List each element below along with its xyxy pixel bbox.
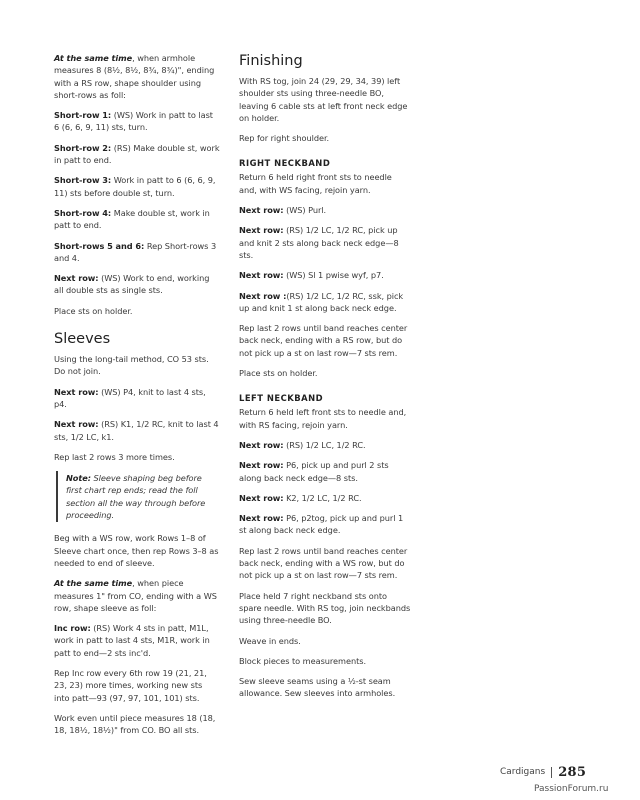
footer-divider — [551, 767, 552, 778]
paragraph — [239, 439, 411, 451]
instruction-text: (RS) Make double st, work in patt to end. — [54, 142, 220, 166]
instruction-text: (WS) Purl. — [283, 205, 327, 216]
watermark: PassionForum.ru — [534, 784, 609, 794]
paragraph: Beg with a WS row, work Rows 1–8 of Sleeve chart once, then rep Rows 3–8 as needed to end of sleeve. — [54, 533, 219, 568]
note-body: Sleeve shaping beg before first chart rep ends; read the foll section all the way through before proceeding. — [66, 473, 206, 521]
paragraph: Rep last 2 rows 3 more times. — [54, 451, 175, 462]
instruction-text: (WS) Sl 1 pwise wyf, p7. — [283, 270, 384, 281]
instruction-text: Work in patt to 6 (6, 6, 9, 11) sts before double st, turn. — [54, 175, 216, 198]
paragraph — [54, 109, 220, 134]
instruction-label: Short-row 3: — [54, 175, 112, 186]
instruction-label: Next row: — [239, 439, 284, 450]
paragraph: Return 6 held right front sts to needle and, with WS facing, rejoin yarn. — [239, 172, 392, 195]
paragraph — [54, 174, 220, 199]
instruction-label: Inc row: — [54, 623, 91, 634]
instruction-text: (RS) 1/2 LC, 1/2 RC, ssk, pick up and knit 1 st along back neck edge. — [239, 290, 404, 313]
note-label: Note: — [66, 473, 91, 484]
paragraph — [54, 207, 220, 232]
paragraph: Using the long-tail method, CO 53 sts. Do not join. — [54, 354, 209, 377]
instruction-label: At the same time — [54, 578, 133, 589]
paragraph: Rep for right shoulder. — [239, 133, 330, 144]
instruction-text: (WS) P4, knit to last 4 sts, p4. — [54, 386, 206, 409]
instruction-text: Make double st, work in patt to end. — [54, 207, 210, 231]
paragraph — [239, 459, 411, 484]
instruction-label: Next row : — [239, 290, 287, 301]
instruction-text: (WS) Work in patt to last 6 (6, 6, 9, 11) sts, turn. — [54, 110, 213, 133]
paragraph: Return 6 held left front sts to needle and, with RS facing, rejoin yarn. — [239, 407, 407, 430]
instruction-label: At the same time — [54, 53, 133, 63]
paragraph: Place sts on holder. — [239, 368, 318, 379]
instruction-label: Short-rows 5 and 6: — [54, 240, 145, 251]
paragraph — [239, 224, 411, 261]
paragraph — [54, 622, 220, 659]
instruction-text: P6, pick up and purl 2 sts along back neck edge—8 sts. — [239, 460, 389, 483]
paragraph: Rep Inc row every 6th row 19 (21, 21, 23, 23) more times, working new sts into patt—93 (97, 97, 101, 101) sts. — [54, 667, 207, 703]
paragraph: With RS tog, join 24 (29, 29, 34, 39) left shoulder sts using three-needle BO, leaving 6 cable sts at left front neck edge on holder. — [239, 76, 408, 123]
instruction-label: Next row: — [54, 419, 99, 430]
paragraph: Sew sleeve seams using a ½-st seam allowance. Sew sleeves into armholes. — [239, 676, 396, 699]
instruction-text: (RS) Work 4 sts in patt, M1L, work in patt to last 4 sts, M1R, work in patt to end—2 sts inc'd. — [54, 623, 210, 658]
instruction-text: K2, 1/2 LC, 1/2 RC. — [283, 492, 362, 503]
paragraph: Weave in ends. — [239, 635, 301, 646]
instruction-text: , when armhole measures 8 (8½, 8½, 8¾, 8¾)", ending with a RS row, shape shoulder using short-rows as foll: — [54, 53, 215, 100]
paragraph: Rep last 2 rows until band reaches center back neck, ending with a WS row, but do not pick up a st on last row—7 sts rem. — [239, 545, 408, 581]
paragraph — [239, 204, 411, 216]
left-column — [54, 52, 220, 744]
note-callout — [56, 471, 220, 522]
instruction-label: Next row: — [239, 225, 284, 236]
paragraph — [54, 418, 220, 443]
section-heading-sleeves: Sleeves — [54, 331, 111, 348]
paragraph — [239, 269, 411, 281]
instruction-label: Next row: — [239, 492, 284, 503]
instruction-label: Short-row 4: — [54, 207, 112, 218]
right-column — [239, 52, 411, 708]
paragraph — [54, 272, 220, 297]
instruction-text: Rep Short-rows 3 and 4. — [54, 240, 217, 263]
subheading-right-neckband: RIGHT NECKBAND — [239, 158, 331, 169]
instruction-label: Next row: — [239, 205, 284, 216]
section-name: Cardigans — [500, 767, 546, 777]
paragraph: Place held 7 right neckband sts onto spare needle. With RS tog, join neckbands using three-needle BO. — [239, 590, 411, 626]
paragraph — [54, 386, 220, 411]
instruction-label: Next row: — [54, 386, 99, 397]
instruction-text: (WS) Work to end, working all double sts as single sts. — [54, 273, 210, 296]
paragraph: Rep last 2 rows until band reaches center back neck, ending with a RS row, but do not pick up a st on last row—7 sts rem. — [239, 323, 408, 358]
section-heading-finishing: Finishing — [239, 53, 303, 69]
instruction-label: Next row: — [239, 270, 284, 281]
instruction-text: (RS) K1, 1/2 RC, knit to last 4 sts, 1/2 LC, k1. — [54, 419, 219, 442]
instruction-text: (RS) 1/2 LC, 1/2 RC, pick up and knit 2 sts along back neck edge—8 sts. — [239, 225, 399, 260]
note-text — [66, 472, 220, 521]
paragraph — [54, 52, 220, 101]
paragraph — [239, 492, 411, 504]
paragraph — [239, 512, 411, 537]
subheading-left-neckband: LEFT NECKBAND — [239, 393, 324, 404]
paragraph: Work even until piece measures 18 (18, 18, 18½, 18½)" from CO. BO all sts. — [54, 712, 216, 736]
paragraph: Block pieces to measurements. — [239, 655, 367, 666]
paragraph — [54, 240, 220, 265]
paragraph — [239, 290, 411, 315]
page-footer — [500, 765, 586, 779]
instruction-text: , when piece measures 1" from CO, ending with a WS row, shape sleeve as foll: — [54, 578, 217, 613]
paragraph — [54, 577, 220, 614]
instruction-label: Next row: — [54, 273, 99, 284]
instruction-label: Next row: — [239, 460, 284, 471]
instruction-label: Short-row 1: — [54, 110, 112, 121]
paragraph — [54, 142, 220, 167]
page-number: 285 — [558, 764, 587, 780]
paragraph: Place sts on holder. — [54, 305, 133, 316]
instruction-text: P6, p2tog, pick up and purl 1 st along back neck edge. — [239, 513, 404, 536]
instruction-label: Short-row 2: — [54, 142, 112, 153]
instruction-label: Next row: — [239, 513, 284, 524]
instruction-text: (RS) 1/2 LC, 1/2 RC. — [283, 439, 366, 450]
